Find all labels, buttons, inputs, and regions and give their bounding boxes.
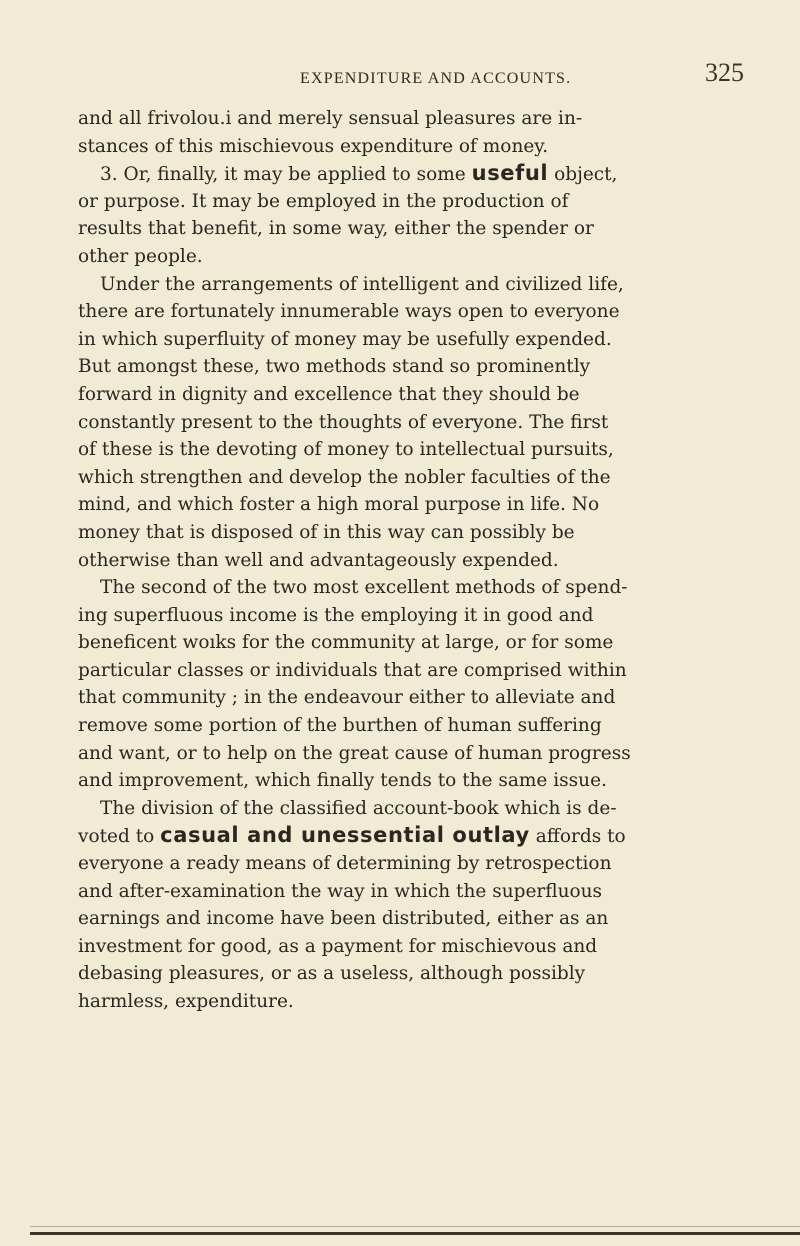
text-line: constantly present to the thoughts of everyone. The first (78, 411, 609, 433)
running-header: EXPENDITURE AND ACCOUNTS. (300, 70, 572, 87)
text-line-end: affords to (529, 826, 626, 848)
text-line: investment for good, as a payment for mischievous and (78, 935, 598, 957)
text-line: and improvement, which finally tends to the same issue. (78, 770, 607, 792)
text-line: or purpose. It may be employed in the production of (78, 190, 569, 212)
text-line: mind, and which foster a high moral purpose in life. No (78, 494, 600, 516)
text-line: results that benefit, in some way, either the spender or (78, 218, 594, 240)
text-line: particular classes or individuals that are comprised within (78, 659, 627, 681)
text-line: earnings and income have been distributed, either as an (78, 908, 609, 930)
page-number: 325 (705, 58, 744, 87)
text-line: everyone a ready means of determining by retrospection (78, 853, 612, 875)
text-line: in which superfluity of money may be usefully expended. (78, 328, 612, 350)
text-line: remove some portion of the burthen of human suffering (78, 715, 602, 737)
text-line: which strengthen and develop the nobler faculties of the (78, 466, 611, 488)
text-line: beneficent woıks for the community at large, or for some (78, 632, 614, 654)
text-line: other people. (78, 245, 203, 267)
page-edge-shadow (30, 1226, 800, 1227)
text-line: stances of this mischievous expenditure of money. (78, 135, 549, 157)
text-line: ing superfluous income is the employing it in good and (78, 604, 594, 626)
text-line: there are fortunately innumerable ways open to everyone (78, 301, 620, 323)
text-line: debasing pleasures, or as a useless, although possibly (78, 963, 586, 985)
text-line: otherwise than well and advantageously expended. (78, 549, 559, 571)
text-line-start: voted to (78, 826, 161, 848)
body-text (78, 105, 748, 1016)
text-line: Under the arrangements of intelligent and civilized life, (100, 273, 624, 295)
text-line: that community ; in the endeavour either to alleviate and (78, 687, 616, 709)
text-line (78, 160, 748, 188)
text-line: The division of the classified account-book which is de- (100, 797, 617, 819)
text-line: But amongst these, two methods stand so prominently (78, 356, 591, 378)
text-line: and want, or to help on the great cause of human progress (78, 742, 631, 764)
text-line: and all frivolou.і and merely sensual pleasures are in- (78, 108, 583, 129)
emphasis-casual-outlay: casual and unessential outlay (160, 823, 530, 848)
page-bottom-edge (30, 1232, 800, 1235)
text-line: The second of the two most excellent methods of spend- (100, 577, 628, 599)
emphasis-useful: useful (471, 161, 549, 186)
text-line: of these is the devoting of money to intellectual pursuits, (78, 439, 614, 461)
text-line: forward in dignity and excellence that they should be (78, 383, 580, 405)
text-line-start: 3. Or, finally, it may be applied to some (100, 164, 472, 186)
text-line: harmless, expenditure. (78, 991, 294, 1012)
text-line-end: object, (548, 164, 618, 186)
text-line (78, 822, 748, 850)
text-line: money that is disposed of in this way can possibly be (78, 521, 575, 543)
text-line: and after-examination the way in which the superfluous (78, 880, 603, 902)
